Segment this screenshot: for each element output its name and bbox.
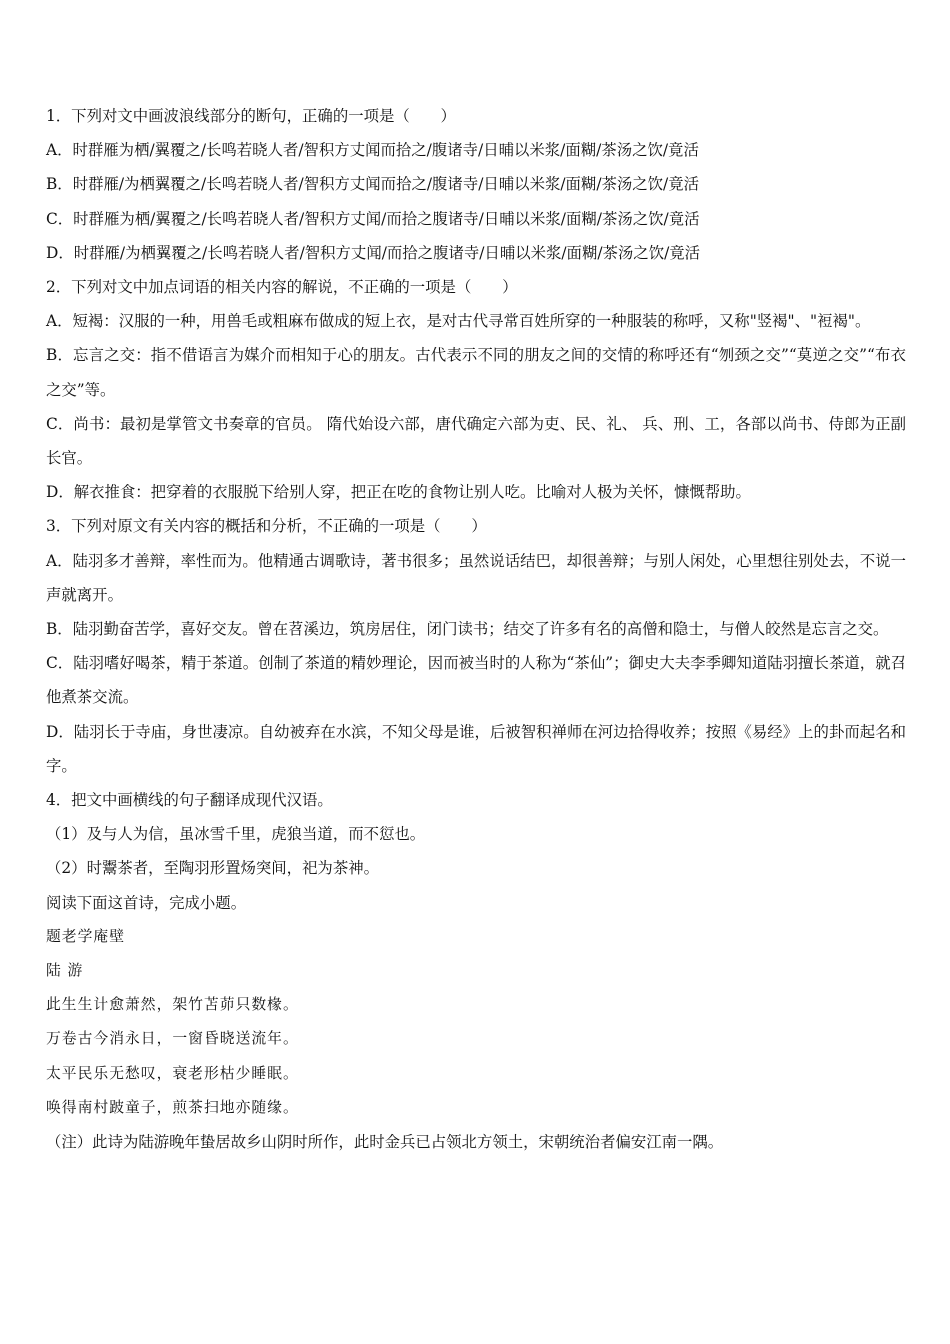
question-2-option-c: C．尚书：最初是掌管文书奏章的官员。 隋代始设六部，唐代确定六部为吏、民、礼、 兵、刑、工，各部以尚书、侍郎为正副长官。 — [46, 414, 906, 468]
question-1-option-c: C．时群雁为栖/翼覆之/长鸣若晓人者/智积方丈闻/而拾之腹诸寺/日晡以米浆/面糊/茶汤之饮/竟活 — [46, 209, 700, 228]
question-1-stem: 1．下列对文中画波浪线部分的断句，正确的一项是（ ） — [46, 107, 456, 125]
question-3-option-b: B．陆羽勤奋苦学，喜好交友。曾在苕溪边，筑房居住，闭门读书；结交了许多有名的高僧和隐士，与僧人皎然是忘言之交。 — [46, 620, 889, 639]
question-3-option-d: D．陆羽长于寺庙，身世凄凉。自幼被弃在水滨，不知父母是谁，后被智积禅师在河边拾得收养；按照《易经》上的卦而起名和字。 — [46, 722, 906, 775]
question-4-sentence-2: （2）时鬻茶者，至陶羽形置炀突间，祀为茶神。 — [46, 859, 379, 878]
question-4-sentence-1: （1）及与人为信，虽冰雪千里，虎狼当道，而不愆也。 — [46, 825, 426, 844]
question-1-option-b: B．时群雁/为栖翼覆之/长鸣若晓人者/智积方丈闻而拾之/腹诸寺/日晡以米浆/面糊/茶汤之饮/竟活 — [46, 175, 700, 194]
question-2-option-a: A．短褐：汉服的一种，用兽毛或粗麻布做成的短上衣，是对古代寻常百姓所穿的一种服装的称呼，又称"竖褐"、"裋褐"。 — [46, 312, 871, 331]
document-page — [46, 99, 906, 1159]
question-2-option-b: B．忘言之交：指不借语言为媒介而相知于心的朋友。古代表示不同的朋友之间的交情的称呼还有“刎颈之交”“莫逆之交”“布衣之交”等。 — [46, 346, 906, 399]
question-2-stem: 2．下列对文中加点词语的相关内容的解说，不正确的一项是（ ） — [46, 278, 518, 297]
poem-line-3: 太平民乐无愁叹，衰老形枯少睡眠。 — [46, 1064, 299, 1082]
question-1-option-a: A．时群雁为栖/翼覆之/长鸣若晓人者/智积方丈闻而拾之/腹诸寺/日晡以米浆/面糊/茶汤之饮/竟活 — [46, 141, 699, 160]
question-2-option-d: D．解衣推食：把穿着的衣服脱下给别人穿，把正在吃的食物让别人吃。比喻对人极为关怀，慷慨帮助。 — [46, 483, 751, 502]
question-1-option-d: D．时群雁/为栖翼覆之/长鸣若晓人者/智积方丈闻/而拾之腹诸寺/日晡以米浆/面糊/茶汤之饮/竟活 — [46, 243, 701, 262]
poem-line-1: 此生生计愈萧然，架竹苫茆只数椽。 — [46, 996, 299, 1014]
question-3-stem: 3．下列对原文有关内容的概括和分析，不正确的一项是（ ） — [46, 517, 487, 536]
question-3-option-c: C．陆羽嗜好喝茶，精于茶道。创制了茶道的精妙理论，因而被当时的人称为“茶仙”；御史大夫李季卿知道陆羽擅长茶道，就召他煮茶交流。 — [46, 654, 906, 707]
poem-author: 陆 游 — [46, 962, 84, 980]
question-3-option-a: A．陆羽多才善辩，率性而为。他精通古调歌诗，著书很多；虽然说话结巴，却很善辩；与别人闲处，心里想往别处去，不说一声就离开。 — [46, 551, 906, 604]
poem-title: 题老学庵壁 — [46, 927, 125, 945]
reading-intro: 阅读下面这首诗，完成小题。 — [46, 893, 247, 912]
poem-line-4: 唤得南村跛童子，煎茶扫地亦随缘。 — [46, 1098, 299, 1116]
poem-note: （注）此诗为陆游晚年蛰居故乡山阴时所作，此时金兵已占领北方领土，宋朝统治者偏安江南一隅。 — [46, 1133, 724, 1152]
question-4-stem: 4．把文中画横线的句子翻译成现代汉语。 — [46, 791, 333, 810]
poem-line-2: 万卷古今消永日，一窗昏晓送流年。 — [46, 1030, 299, 1048]
